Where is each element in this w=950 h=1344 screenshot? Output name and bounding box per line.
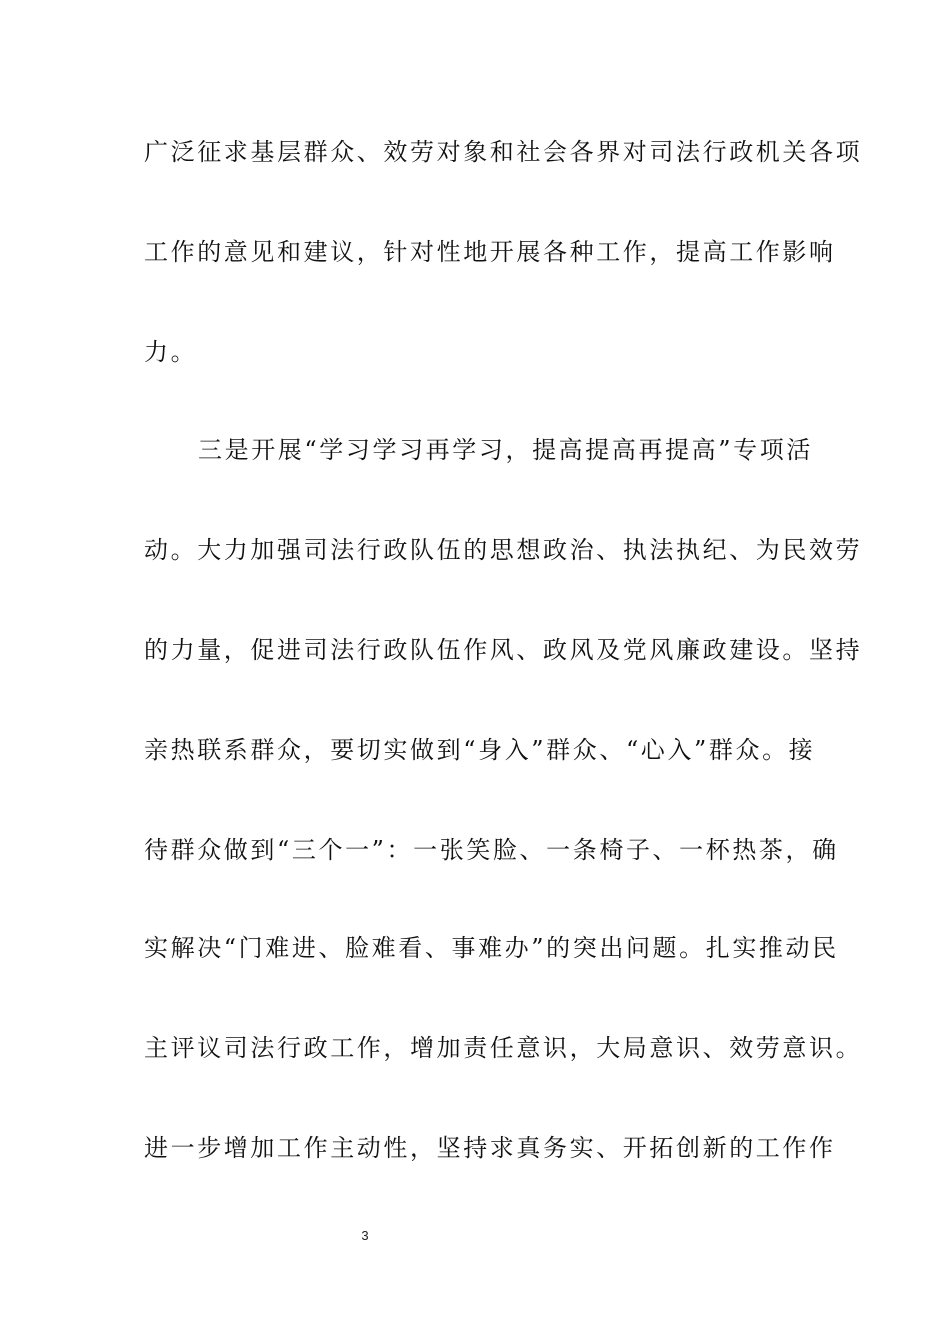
text-line: 实解决“门难进、脸难看、事难办”的突出问题。扎实推动民 xyxy=(144,934,839,962)
text-line: 广泛征求基层群众、效劳对象和社会各界对司法行政机关各项 xyxy=(144,138,863,166)
text-line: 主评议司法行政工作，增加责任意识，大局意识、效劳意识。 xyxy=(144,1034,863,1062)
text-line: 工作的意见和建议，针对性地开展各种工作，提高工作影响 xyxy=(144,238,836,266)
page-number: 3 xyxy=(361,1228,369,1243)
text-line: 进一步增加工作主动性，坚持求真务实、开拓创新的工作作 xyxy=(144,1134,836,1162)
text-line: 的力量，促进司法行政队伍作风、政风及党风廉政建设。坚持 xyxy=(144,636,863,664)
text-line: 待群众做到“三个一”：一张笑脸、一条椅子、一杯热茶，确 xyxy=(144,836,839,864)
paragraph-start-line: 三是开展“学习学习再学习，提高提高再提高”专项活 xyxy=(198,436,813,464)
text-line: 亲热联系群众，要切实做到“身入”群众、“心入”群众。接 xyxy=(144,736,816,764)
text-line: 动。大力加强司法行政队伍的思想政治、执法执纪、为民效劳 xyxy=(144,536,863,564)
text-line: 力。 xyxy=(144,338,198,366)
